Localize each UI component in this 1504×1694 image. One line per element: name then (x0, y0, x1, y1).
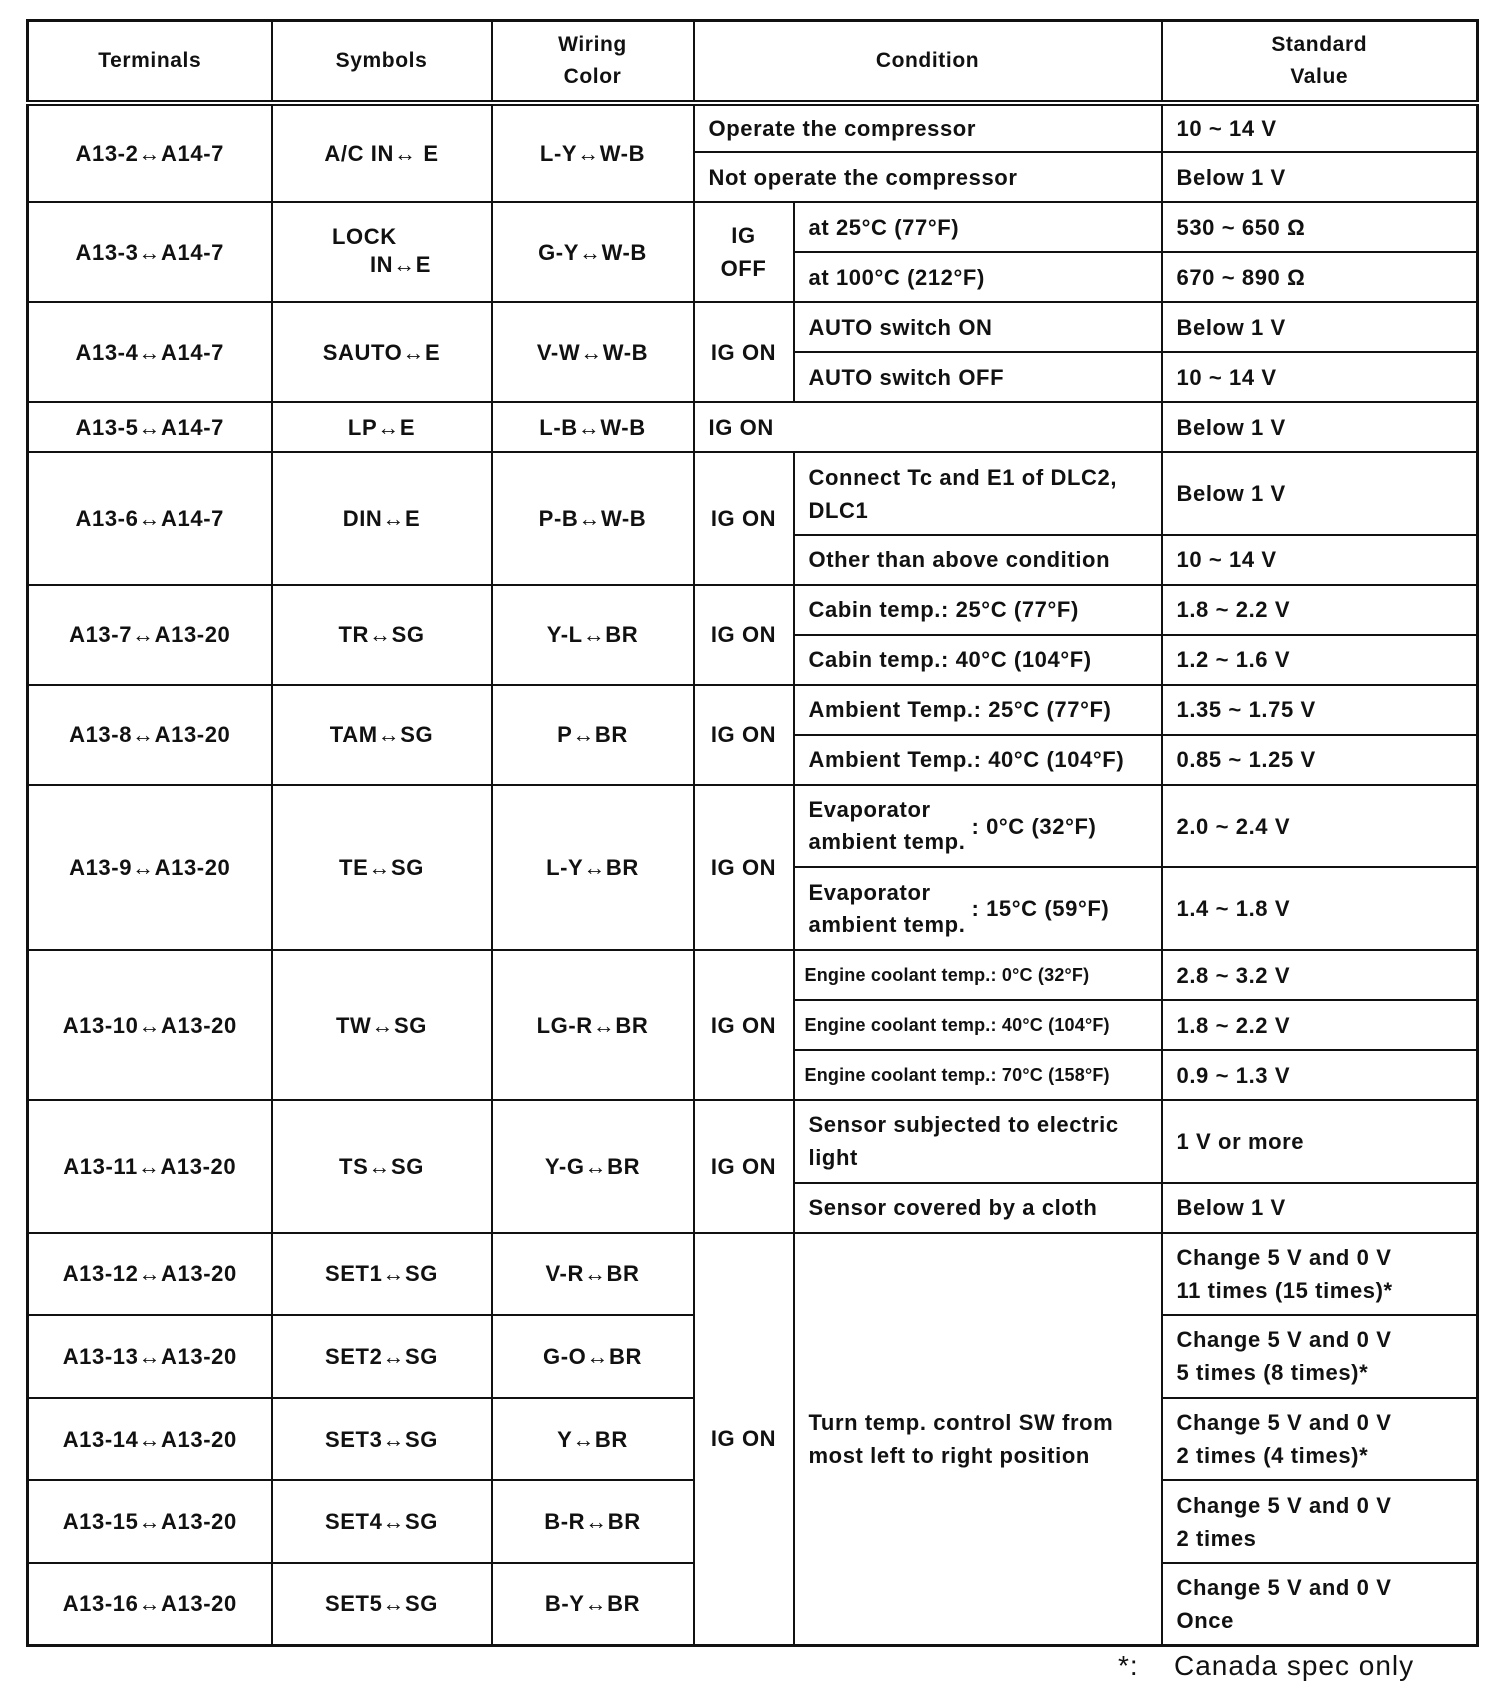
header-row (28, 21, 1478, 103)
terminals-cell: A13-5↔A14-7 (28, 402, 272, 452)
value-cell: 1.35 ~ 1.75 V (1162, 685, 1478, 735)
table-row (28, 1100, 1478, 1183)
value-cell: 1.4 ~ 1.8 V (1162, 867, 1478, 950)
evaporator-label (809, 877, 966, 941)
footnote-text: Canada spec only (1174, 1650, 1415, 1681)
wiring-cell: L-Y↔BR (492, 785, 694, 950)
evaporator-label-line1: Evaporator (808, 797, 931, 823)
terminals-cell: A13-2↔A14-7 (28, 103, 272, 203)
table-row (28, 585, 1478, 635)
terminals-cell: A13-9↔A13-20 (28, 785, 272, 950)
terminals-cell: A13-4↔A14-7 (28, 302, 272, 402)
header-standard-value (1162, 21, 1478, 103)
header-wiring-color (492, 21, 694, 103)
ig-state-cell: IG OFF (694, 202, 794, 302)
evaporator-condition (809, 794, 1147, 858)
ig-state-cell: IG ON (694, 302, 794, 402)
terminals-cell: A13-8↔A13-20 (28, 685, 272, 785)
condition-cell: Ambient Temp.: 25°C (77°F) (794, 685, 1162, 735)
symbol-cell (272, 202, 492, 302)
value-line2: 5 times (8 times)* (1176, 1360, 1369, 1386)
symbol-cell: LP↔E (272, 402, 492, 452)
table-row (28, 402, 1478, 452)
condition-cell: Operate the compressor (694, 103, 1162, 153)
value-cell: 1 V or more (1162, 1100, 1478, 1183)
condition-cell: at 25°C (77°F) (794, 202, 1162, 252)
value-cell: Below 1 V (1162, 402, 1478, 452)
symbol-cell: TE↔SG (272, 785, 492, 950)
wiring-cell: B-R↔BR (492, 1480, 694, 1563)
terminals-cell: A13-11↔A13-20 (28, 1100, 272, 1233)
symbol-cell: SET2↔SG (272, 1315, 492, 1398)
condition-cell: Sensor subjected to electric light (794, 1100, 1162, 1183)
symbol-cell: DIN↔E (272, 452, 492, 585)
value-cell: 1.8 ~ 2.2 V (1162, 585, 1478, 635)
symbol-cell: SAUTO↔E (272, 302, 492, 402)
table-row (28, 452, 1478, 535)
value-cell: Below 1 V (1162, 1183, 1478, 1233)
header-condition: Condition (694, 21, 1162, 103)
symbol-cell: SET4↔SG (272, 1480, 492, 1563)
footnote-mark: *: (1118, 1650, 1139, 1681)
evaporator-temp: : 0°C (32°F) (971, 813, 1097, 839)
symbol-cell: SET5↔SG (272, 1563, 492, 1646)
value-line1: Change 5 V and 0 V (1176, 1327, 1392, 1353)
table-row (28, 950, 1478, 1000)
value-cell: 0.9 ~ 1.3 V (1162, 1050, 1478, 1100)
value-cell: 10 ~ 14 V (1162, 103, 1478, 153)
ig-state-cell: IG ON (694, 452, 794, 585)
terminals-cell: A13-15↔A13-20 (28, 1480, 272, 1563)
value-line1: Change 5 V and 0 V (1176, 1244, 1392, 1270)
wiring-cell: V-W↔W-B (492, 302, 694, 402)
ig-state-cell: IG ON (694, 1100, 794, 1233)
wiring-cell: LG-R↔BR (492, 950, 694, 1100)
value-cell: 2.8 ~ 3.2 V (1162, 950, 1478, 1000)
condition-cell: Ambient Temp.: 40°C (104°F) (794, 735, 1162, 785)
ig-state-cell: IG ON (694, 1233, 794, 1646)
condition-cell: Not operate the compressor (694, 152, 1162, 202)
value-cell: 530 ~ 650 Ω (1162, 202, 1478, 252)
terminals-cell: A13-7↔A13-20 (28, 585, 272, 685)
wiring-cell: L-B↔W-B (492, 402, 694, 452)
header-standard-line1: Standard (1271, 32, 1368, 56)
ig-state-cell: IG ON (694, 950, 794, 1100)
terminals-cell: A13-16↔A13-20 (28, 1563, 272, 1646)
symbol-cell: TS↔SG (272, 1100, 492, 1233)
wiring-cell: B-Y↔BR (492, 1563, 694, 1646)
footnote (1118, 1650, 1414, 1682)
ig-state-cell: IG ON (694, 685, 794, 785)
evaporator-label (809, 794, 966, 858)
value-cell: 2.0 ~ 2.4 V (1162, 785, 1478, 868)
spec-table (26, 19, 1479, 1647)
condition-cell: Other than above condition (794, 535, 1162, 585)
condition-cell: Cabin temp.: 25°C (77°F) (794, 585, 1162, 635)
value-cell: 1.2 ~ 1.6 V (1162, 635, 1478, 685)
header-symbols: Symbols (272, 21, 492, 103)
header-terminals: Terminals (28, 21, 272, 103)
table-row (28, 785, 1478, 868)
symbol-cell: TW↔SG (272, 950, 492, 1100)
value-cell (1162, 1563, 1478, 1646)
terminals-cell: A13-12↔A13-20 (28, 1233, 272, 1316)
value-cell (1162, 1480, 1478, 1563)
header-wiring-line2: Color (563, 64, 622, 88)
value-cell: Below 1 V (1162, 452, 1478, 535)
wiring-cell: G-Y↔W-B (492, 202, 694, 302)
condition-cell (794, 785, 1162, 868)
evaporator-label-line1: Evaporator (808, 879, 931, 905)
lock-symbol (332, 223, 431, 279)
value-cell (1162, 1315, 1478, 1398)
ig-state-cell: IG ON (694, 585, 794, 685)
header-wiring-line1: Wiring (558, 32, 627, 56)
value-line1: Change 5 V and 0 V (1176, 1410, 1392, 1435)
value-cell: 10 ~ 14 V (1162, 352, 1478, 402)
evaporator-temp: : 15°C (59°F) (971, 896, 1110, 922)
terminals-cell: A13-10↔A13-20 (28, 950, 272, 1100)
symbol-line1: LOCK (331, 224, 397, 250)
condition-cell: Sensor covered by a cloth (794, 1183, 1162, 1233)
table-row (28, 685, 1478, 735)
value-cell: 1.8 ~ 2.2 V (1162, 1000, 1478, 1050)
table-row (28, 103, 1478, 153)
evaporator-label-line2: ambient temp. (808, 829, 966, 855)
value-line1: Change 5 V and 0 V (1176, 1492, 1392, 1518)
symbol-cell: A/C IN↔ E (272, 103, 492, 203)
terminals-cell: A13-14↔A13-20 (28, 1398, 272, 1481)
value-line2: Once (1176, 1607, 1234, 1633)
header-standard-line2: Value (1290, 64, 1349, 88)
wiring-cell: V-R↔BR (492, 1233, 694, 1316)
symbol-cell: SET3↔SG (272, 1398, 492, 1481)
condition-cell: AUTO switch OFF (794, 352, 1162, 402)
value-cell (1162, 1398, 1478, 1481)
value-cell: 0.85 ~ 1.25 V (1162, 735, 1478, 785)
evaporator-condition (809, 877, 1147, 941)
symbol-cell: SET1↔SG (272, 1233, 492, 1316)
wiring-cell: G-O↔BR (492, 1315, 694, 1398)
condition-cell: Engine coolant temp.: 40°C (104°F) (794, 1000, 1162, 1050)
condition-cell: Turn temp. control SW from most left to right position (794, 1233, 1162, 1646)
symbol-line2: IN↔E (369, 252, 432, 278)
condition-cell: Engine coolant temp.: 70°C (158°F) (794, 1050, 1162, 1100)
table-row (28, 202, 1478, 252)
terminals-cell: A13-13↔A13-20 (28, 1315, 272, 1398)
wiring-cell: Y-L↔BR (492, 585, 694, 685)
terminals-cell: A13-6↔A14-7 (28, 452, 272, 585)
condition-cell (794, 867, 1162, 950)
terminals-cell: A13-3↔A14-7 (28, 202, 272, 302)
symbol-cell: TAM↔SG (272, 685, 492, 785)
condition-cell: at 100°C (212°F) (794, 252, 1162, 302)
table-row (28, 302, 1478, 352)
wiring-cell: P↔BR (492, 685, 694, 785)
value-cell: 10 ~ 14 V (1162, 535, 1478, 585)
ig-state-cell: IG ON (694, 785, 794, 950)
evaporator-label-line2: ambient temp. (808, 911, 966, 937)
table-row (28, 1233, 1478, 1316)
condition-cell: IG ON (694, 402, 1162, 452)
value-cell: Below 1 V (1162, 152, 1478, 202)
value-cell: 670 ~ 890 Ω (1162, 252, 1478, 302)
wiring-cell: Y↔BR (492, 1398, 694, 1481)
value-line2: 11 times (15 times)* (1176, 1277, 1393, 1303)
wiring-cell: L-Y↔W-B (492, 103, 694, 203)
condition-cell: Engine coolant temp.: 0°C (32°F) (794, 950, 1162, 1000)
value-line2: 2 times (1176, 1525, 1257, 1551)
value-cell (1162, 1233, 1478, 1316)
wiring-cell: Y-G↔BR (492, 1100, 694, 1233)
condition-cell: AUTO switch ON (794, 302, 1162, 352)
value-cell: Below 1 V (1162, 302, 1478, 352)
condition-cell: Connect Tc and E1 of DLC2, DLC1 (794, 452, 1162, 535)
value-line2: 2 times (4 times)* (1176, 1443, 1369, 1468)
symbol-cell: TR↔SG (272, 585, 492, 685)
wiring-cell: P-B↔W-B (492, 452, 694, 585)
value-line1: Change 5 V and 0 V (1176, 1574, 1392, 1600)
condition-cell: Cabin temp.: 40°C (104°F) (794, 635, 1162, 685)
